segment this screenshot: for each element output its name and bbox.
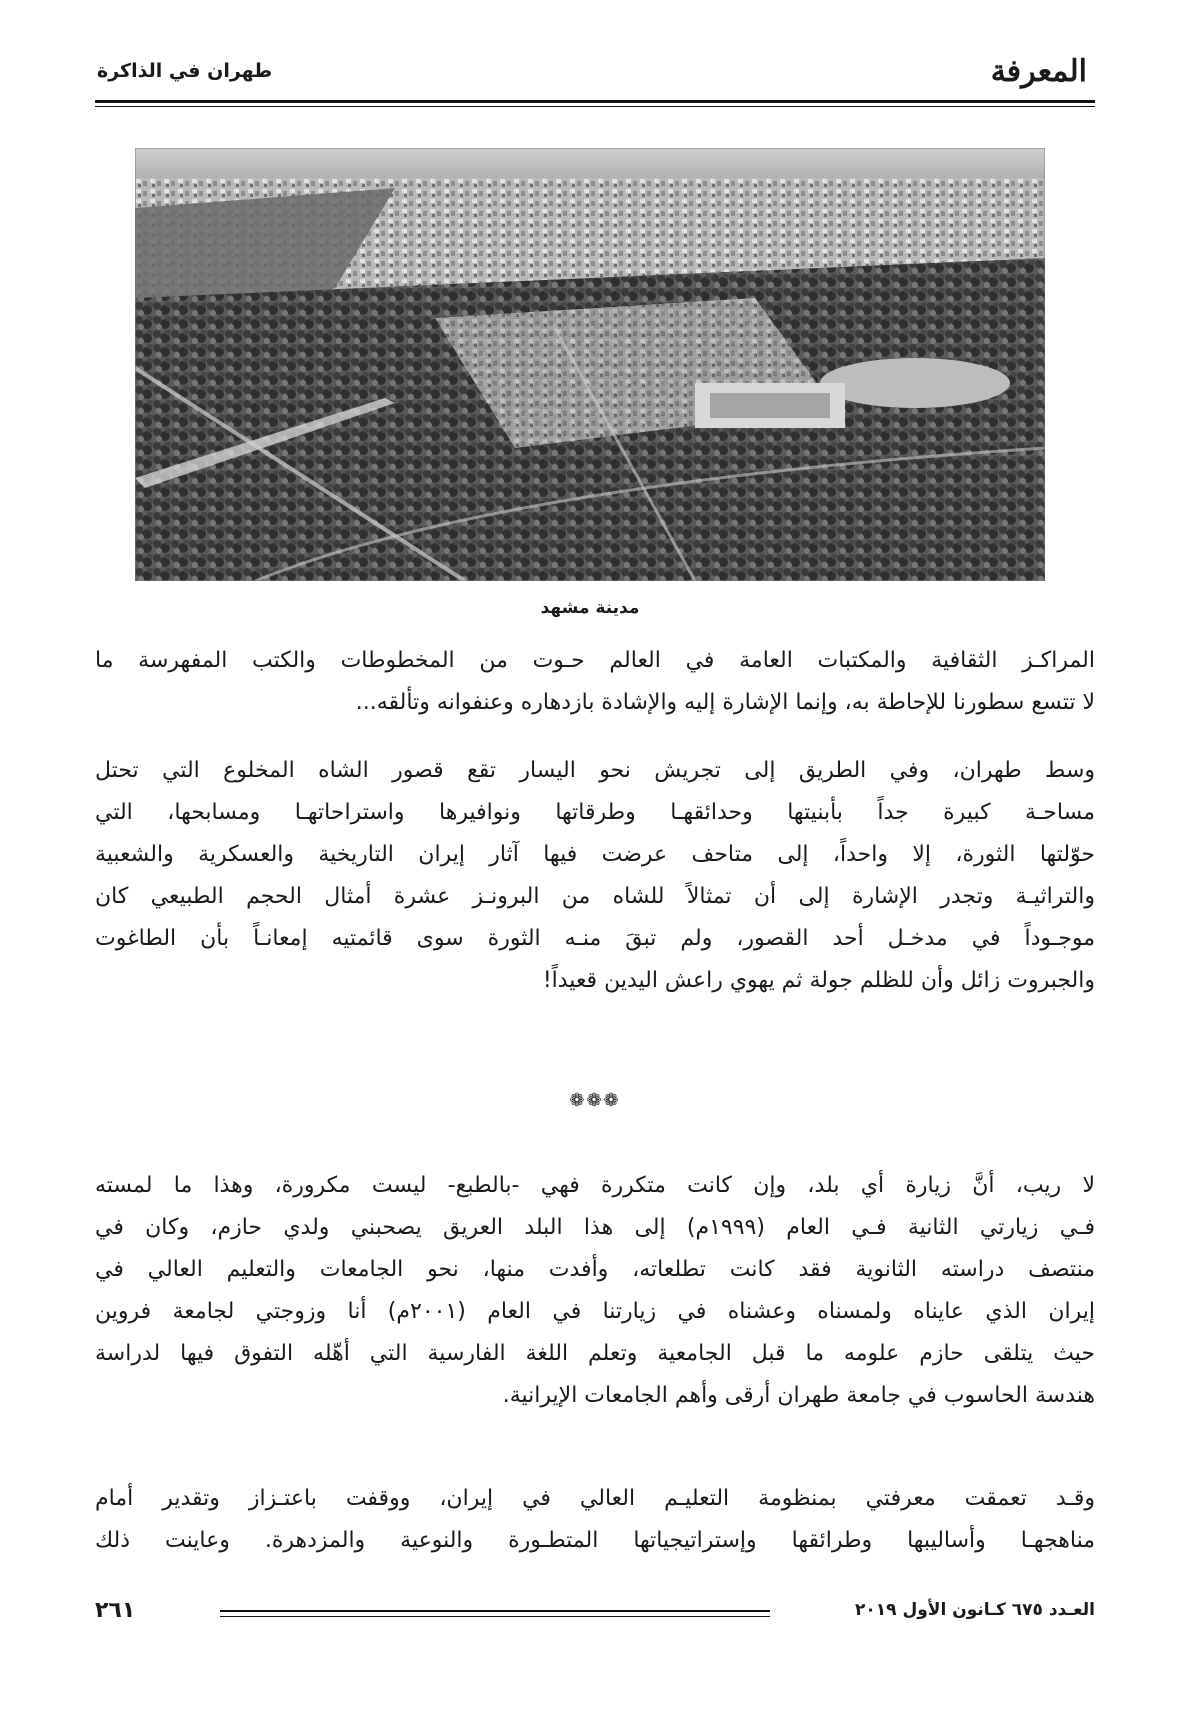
header-divider xyxy=(95,100,1095,103)
paragraph-3 xyxy=(95,1165,1095,1417)
magazine-logo: المعرفة xyxy=(990,54,1087,89)
page-header xyxy=(95,48,1095,98)
issue-info: العـدد ٦٧٥ كـانون الأول ٢٠١٩ xyxy=(855,1600,1095,1620)
section-ornament: ❁❁❁ xyxy=(569,1090,621,1111)
aerial-city-photo xyxy=(135,148,1045,581)
text-line: فـي زيارتي الثانية فـي العام (١٩٩٩م) إلى هذا البلد العريق يصحبني ولدي حازم، وكان في xyxy=(95,1215,1095,1240)
text-line: موجـوداً في مدخـل أحد القصور، ولم تبقَ منـه الثورة سوى قائمتيه إمعانـاً بأن الطاغوت xyxy=(95,926,1095,951)
text-line: المراكـز الثقافية والمكتبات العامة في العالم حـوت من المخطوطات والكتب المفهرسة ما xyxy=(95,648,1095,673)
page-footer xyxy=(95,1598,1095,1628)
paragraph-4 xyxy=(95,1478,1095,1562)
page-number: ٢٦١ xyxy=(95,1598,136,1623)
running-title: طهران في الذاكرة xyxy=(97,60,273,82)
text-line: هندسة الحاسوب في جامعة طهران أرقى وأهم الجامعات الإيرانية. xyxy=(502,1383,1095,1408)
text-line: وسط طهران، وفي الطريق إلى تجريش نحو اليسار تقع قصور الشاه المخلوع التي تحتل xyxy=(95,758,1095,783)
photo-illustration xyxy=(135,148,1045,581)
text-line: مساحـة كبيرة جداً بأبنيتها وحدائقهـا وطرقاتها ونوافيرها واستراحاتهـا ومسابحها، التي xyxy=(95,800,1095,825)
text-line: لا تتسع سطورنا للإحاطة به، وإنما الإشارة إليه والإشادة بازدهاره وعنفوانه وتألقه... xyxy=(355,690,1095,715)
text-line: والجبروت زائل وأن للظلم جولة ثم يهوي راعش اليدين قعيداً! xyxy=(542,968,1095,993)
text-line: إيران الذي عايناه ولمسناه وعشناه في زيارتنا في العام (٢٠٠١م) أنا وزوجتي لجامعة فروين xyxy=(95,1299,1095,1324)
photo-caption: مدينة مشهد xyxy=(540,598,640,618)
text-line: وقـد تعمقت معرفتي بمنظومة التعليـم العالي في إيران، ووقفت باعتـزاز وتقدير أمام xyxy=(95,1486,1095,1511)
header-divider-thin xyxy=(95,106,1095,107)
text-line: والتراثيـة وتجدر الإشارة إلى أن تمثالاً للشاه من البرونـز عشرة أمثال الحجم الطبيعي كان xyxy=(95,884,1095,909)
footer-divider xyxy=(220,1610,770,1612)
footer-divider-thin xyxy=(220,1616,770,1617)
text-line: منتصف دراسته الثانوية فقد كانت تطلعاته، وأفدت منها، نحو الجامعات والتعليم العالي في xyxy=(95,1257,1095,1282)
text-line: حوّلتها الثورة، إلا واحداً، إلى متاحف عرضت فيها آثار إيران التاريخية والعسكرية والشعبية xyxy=(95,842,1095,867)
paragraph-1 xyxy=(95,640,1095,724)
paragraph-2 xyxy=(95,750,1095,1002)
text-line: مناهجهـا وأساليبها وطرائقها وإستراتيجياتها المتطـورة والنوعية والمزدهرة. وعاينت ذلك xyxy=(95,1528,1095,1553)
text-line: لا ريب، أنَّ زيارة أي بلد، وإن كانت متكررة فهي -بالطبع- ليست مكرورة، وهذا ما لمسته xyxy=(95,1173,1095,1198)
text-line: حيث يتلقى حازم علومه ما قبل الجامعية وتعلم اللغة الفارسية التي أهّله التفوق فيها لدراسة xyxy=(95,1341,1095,1366)
